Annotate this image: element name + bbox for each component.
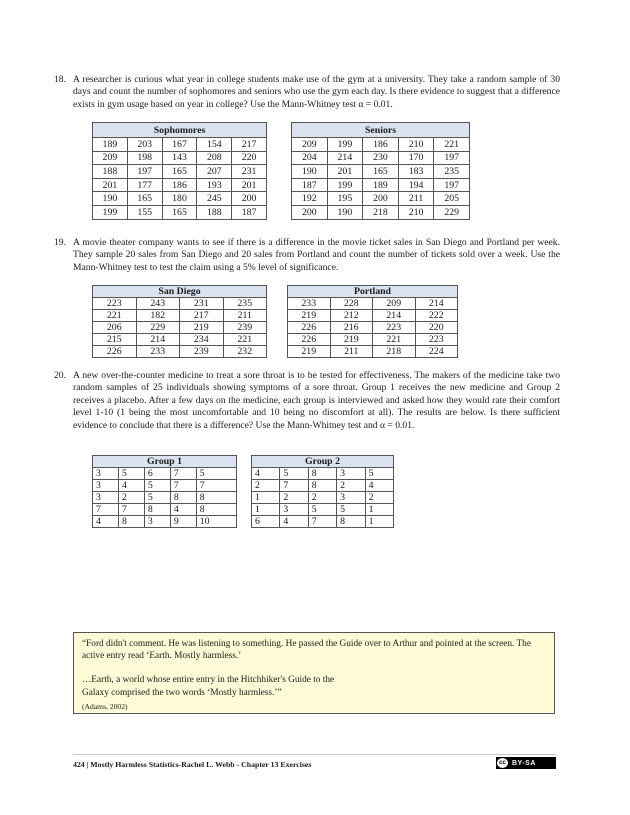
table-title: Group 2: [252, 456, 394, 468]
table-cell: 3: [93, 480, 119, 492]
table-row: [93, 151, 267, 165]
table-cell: 4: [118, 480, 144, 492]
table-row: [93, 468, 237, 480]
table-cell: 243: [136, 298, 180, 310]
table-cell: 6: [144, 468, 170, 480]
creative-commons-icon: cc: [497, 758, 508, 768]
problem-18: [54, 74, 560, 111]
table-cell: 2: [118, 492, 144, 504]
table-row: [288, 334, 458, 346]
table-cell: 231: [232, 165, 267, 179]
table-row: [292, 151, 470, 165]
page-footer: 424 | Mostly Harmless Statistics-Rachel L. Webb - Chapter 13 Exercises: [73, 760, 312, 769]
table-cell: 218: [373, 346, 416, 358]
table-cell: 223: [415, 334, 458, 346]
table-cell: 3: [93, 468, 119, 480]
table-cell: 5: [144, 492, 170, 504]
table-cell: 10: [196, 516, 236, 528]
table-cell: 5: [280, 468, 308, 480]
table-cell: 167: [162, 138, 197, 152]
table-row: [252, 516, 394, 528]
table-cell: 3: [280, 504, 308, 516]
table-cell: 215: [93, 334, 137, 346]
table-cell: 2: [337, 480, 365, 492]
table-row: [93, 504, 237, 516]
table-cell: 203: [127, 138, 162, 152]
table-cell: 9: [170, 516, 196, 528]
table-cell: 223: [373, 322, 416, 334]
table-cell: 187: [292, 178, 328, 192]
table-cell: 210: [398, 138, 434, 152]
table-cell: 183: [398, 165, 434, 179]
table-cell: 143: [162, 151, 197, 165]
table-cell: 233: [136, 346, 180, 358]
table-cell: 228: [330, 298, 373, 310]
table-cell: 2: [252, 480, 280, 492]
table-cell: 230: [363, 151, 399, 165]
san-diego-table: [92, 285, 267, 358]
table-cell: 197: [434, 178, 470, 192]
table-cell: 1: [252, 504, 280, 516]
table-row: [288, 346, 458, 358]
table-row: [93, 205, 267, 219]
table-cell: 4: [170, 504, 196, 516]
table-cell: 209: [93, 151, 128, 165]
table-row: [93, 165, 267, 179]
table-cell: 209: [292, 138, 328, 152]
table-cell: 5: [144, 480, 170, 492]
table-cell: 5: [365, 468, 393, 480]
table-cell: 200: [292, 205, 328, 219]
table-title: Sophomores: [93, 123, 267, 138]
table-cell: 194: [398, 178, 434, 192]
table-cell: 177: [127, 178, 162, 192]
table-cell: 8: [196, 504, 236, 516]
problem-text: A researcher is curious what year in college students make use of the gym at a university. They take a random sample of 30 days and count the number of sophomores and seniors who use the gym each day. Is there evidence to suggest that a difference exists in gym usage based on year in college? Use the Mann-Whitney test α = 0.01.: [73, 74, 560, 110]
table-cell: 195: [327, 192, 363, 206]
table-cell: 197: [127, 165, 162, 179]
table-row: [252, 468, 394, 480]
table-cell: 220: [232, 151, 267, 165]
table-cell: 235: [434, 165, 470, 179]
table-row: [288, 322, 458, 334]
table-cell: 7: [170, 480, 196, 492]
table-row: [93, 310, 267, 322]
table-cell: 226: [93, 346, 137, 358]
table-cell: 188: [197, 205, 232, 219]
table-cell: 199: [327, 138, 363, 152]
table-cell: 8: [118, 516, 144, 528]
table-row: [292, 205, 470, 219]
table-cell: 219: [288, 346, 331, 358]
table-cell: 211: [398, 192, 434, 206]
table-title: Portland: [288, 286, 458, 298]
table-cell: 222: [415, 310, 458, 322]
table-cell: 219: [288, 310, 331, 322]
table-cell: 4: [93, 516, 119, 528]
table-row: [292, 192, 470, 206]
table-row: [93, 178, 267, 192]
table-cell: 2: [308, 492, 336, 504]
table-cell: 214: [327, 151, 363, 165]
table-row: [252, 504, 394, 516]
table-cell: 226: [288, 322, 331, 334]
table-cell: 8: [308, 468, 336, 480]
table-cell: 7: [118, 504, 144, 516]
footer-divider: [73, 754, 557, 755]
table-cell: 7: [196, 480, 236, 492]
table-cell: 219: [180, 322, 224, 334]
table-cell: 221: [434, 138, 470, 152]
table-cell: 211: [330, 346, 373, 358]
table-cell: 190: [93, 192, 128, 206]
table-title: Group 1: [93, 456, 237, 468]
group-2-table: [251, 455, 394, 528]
table-cell: 2: [280, 492, 308, 504]
table-cell: 193: [197, 178, 232, 192]
table-row: [288, 298, 458, 310]
group-1-table: [92, 455, 237, 528]
license-text: BY-SA: [512, 759, 536, 767]
table-cell: 214: [373, 310, 416, 322]
table-cell: 211: [223, 310, 267, 322]
table-cell: 165: [127, 192, 162, 206]
table-cell: 217: [180, 310, 224, 322]
table-cell: 214: [415, 298, 458, 310]
table-cell: 165: [363, 165, 399, 179]
sophomores-table: [92, 122, 267, 220]
table-title: San Diego: [93, 286, 267, 298]
table-cell: 3: [337, 492, 365, 504]
problem-number: 20.: [54, 370, 66, 381]
table-cell: 239: [180, 346, 224, 358]
table-cell: 1: [252, 492, 280, 504]
problem-number: 19.: [54, 237, 66, 248]
table-cell: 4: [252, 468, 280, 480]
table-cell: 199: [93, 205, 128, 219]
table-cell: 1: [365, 504, 393, 516]
table-cell: 214: [136, 334, 180, 346]
table-cell: 223: [93, 298, 137, 310]
problem-19: [54, 237, 560, 274]
table-row: [288, 310, 458, 322]
table-cell: 200: [232, 192, 267, 206]
table-cell: 221: [223, 334, 267, 346]
table-cell: 186: [363, 138, 399, 152]
quote-line-2: …Earth, a world whose entire entry in the Hitchhiker's Guide to the: [82, 675, 335, 686]
table-cell: 6: [252, 516, 280, 528]
table-cell: 198: [127, 151, 162, 165]
table-cell: 1: [365, 516, 393, 528]
table-cell: 2: [365, 492, 393, 504]
table-cell: 189: [93, 138, 128, 152]
table-cell: 189: [363, 178, 399, 192]
table-cell: 170: [398, 151, 434, 165]
table-cell: 201: [327, 165, 363, 179]
table-cell: 229: [434, 205, 470, 219]
table-cell: 232: [223, 346, 267, 358]
table-cell: 199: [327, 178, 363, 192]
quote-line-3: Galaxy comprised the two words ‘Mostly harmless.’”: [82, 687, 282, 698]
table-cell: 5: [337, 504, 365, 516]
table-cell: 3: [337, 468, 365, 480]
table-row: [252, 480, 394, 492]
table-row: [93, 346, 267, 358]
table-cell: 239: [223, 322, 267, 334]
problem-20: [54, 370, 560, 432]
table-cell: 4: [280, 516, 308, 528]
table-cell: 8: [144, 504, 170, 516]
table-row: [93, 492, 237, 504]
table-cell: 219: [330, 334, 373, 346]
table-row: [93, 192, 267, 206]
table-cell: 226: [288, 334, 331, 346]
table-cell: 165: [162, 205, 197, 219]
table-cell: 216: [330, 322, 373, 334]
table-cell: 218: [363, 205, 399, 219]
table-row: [93, 516, 237, 528]
table-cell: 208: [197, 151, 232, 165]
table-cell: 182: [136, 310, 180, 322]
table-cell: 220: [415, 322, 458, 334]
table-cell: 5: [196, 468, 236, 480]
table-row: [93, 480, 237, 492]
table-cell: 188: [93, 165, 128, 179]
table-cell: 190: [292, 165, 328, 179]
table-cell: 3: [93, 492, 119, 504]
table-cell: 4: [365, 480, 393, 492]
table-cell: 187: [232, 205, 267, 219]
table-row: [93, 334, 267, 346]
table-row: [252, 492, 394, 504]
table-cell: 190: [327, 205, 363, 219]
cc-by-sa-badge: [496, 757, 556, 769]
quote-line-1: “Ford didn't comment. He was listening to something. He passed the Guide over to Arthur and pointed at the screen. The active entry read ‘Earth. Mostly harmless.’: [82, 639, 531, 662]
table-cell: 212: [330, 310, 373, 322]
table-cell: 217: [232, 138, 267, 152]
table-cell: 201: [232, 178, 267, 192]
table-cell: 8: [170, 492, 196, 504]
table-cell: 207: [197, 165, 232, 179]
table-cell: 221: [373, 334, 416, 346]
table-cell: 200: [363, 192, 399, 206]
table-row: [292, 178, 470, 192]
table-cell: 7: [280, 480, 308, 492]
table-cell: 7: [93, 504, 119, 516]
table-cell: 3: [144, 516, 170, 528]
quote-box: [73, 632, 555, 714]
problem-text: A new over-the-counter medicine to treat a sore throat is to be tested for effectiveness. The makers of the medicine take two random samples of 25 individuals showing symptoms of a sore throat. Group 1 receives the new medicine and Group 2 receives a placebo. After a few days on the medicine, each group is interviewed and asked how they would rate their comfort level 1-10 (1 being the most uncomfortable and 10 being no discomfort at all). The results are below. Is there sufficient evidence to conclude that there is a difference? Use the Mann-Whitney test and α = 0.01.: [73, 370, 560, 431]
table-cell: 8: [337, 516, 365, 528]
quote-citation: (Adams, 2002): [82, 701, 128, 711]
table-cell: 234: [180, 334, 224, 346]
table-cell: 154: [197, 138, 232, 152]
problem-number: 18.: [54, 74, 66, 85]
table-cell: 7: [308, 516, 336, 528]
problem-text: A movie theater company wants to see if there is a difference in the movie ticket sales in San Diego and Portland per week. They sample 20 sales from San Diego and 20 sales from Portland and count the number of tickets sold over a week. Use the Mann-Whitney test to test the claim using a 5% level of significance.: [73, 237, 560, 273]
table-cell: 180: [162, 192, 197, 206]
table-row: [292, 138, 470, 152]
table-title: Seniors: [292, 123, 470, 138]
table-cell: 233: [288, 298, 331, 310]
table-row: [93, 138, 267, 152]
table-cell: 7: [170, 468, 196, 480]
table-cell: 221: [93, 310, 137, 322]
table-row: [292, 165, 470, 179]
table-cell: 5: [308, 504, 336, 516]
table-cell: 206: [93, 322, 137, 334]
table-cell: 210: [398, 205, 434, 219]
table-cell: 205: [434, 192, 470, 206]
table-cell: 8: [308, 480, 336, 492]
seniors-table: [291, 122, 470, 220]
table-cell: 209: [373, 298, 416, 310]
table-cell: 235: [223, 298, 267, 310]
table-cell: 186: [162, 178, 197, 192]
table-cell: 165: [162, 165, 197, 179]
portland-table: [287, 285, 458, 358]
table-cell: 201: [93, 178, 128, 192]
table-cell: 5: [118, 468, 144, 480]
table-cell: 224: [415, 346, 458, 358]
table-cell: 8: [196, 492, 236, 504]
table-row: [93, 322, 267, 334]
table-cell: 204: [292, 151, 328, 165]
table-cell: 197: [434, 151, 470, 165]
table-cell: 155: [127, 205, 162, 219]
table-cell: 231: [180, 298, 224, 310]
table-row: [93, 298, 267, 310]
table-cell: 245: [197, 192, 232, 206]
table-cell: 229: [136, 322, 180, 334]
table-cell: 192: [292, 192, 328, 206]
